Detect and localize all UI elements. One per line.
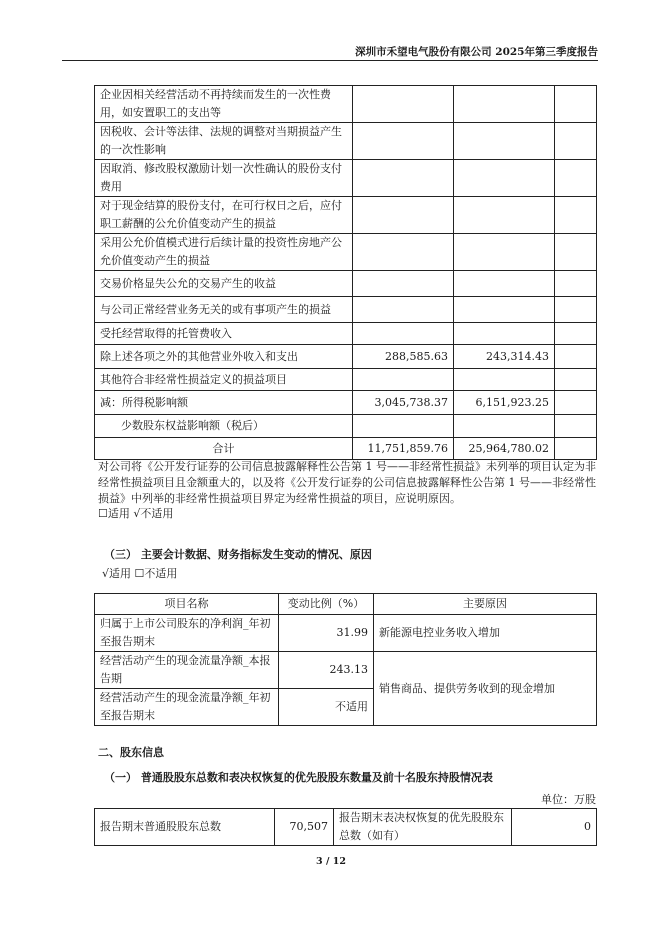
- table-row: [95, 415, 597, 438]
- page-header: 深圳市禾望电气股份有限公司 2025年第三季度报告: [355, 46, 598, 58]
- row-ytd: [454, 323, 555, 345]
- row-ytd: 243,314.43: [454, 345, 555, 369]
- nonrecurring-table: [94, 85, 597, 460]
- header-reason: 主要原因: [374, 594, 597, 615]
- row-note: [555, 160, 597, 197]
- disclosure-checkbox: ☐适用 √不适用: [98, 507, 174, 520]
- row-current: [353, 86, 454, 123]
- row-item: 除上述各项之外的其他营业外收入和支出: [95, 345, 353, 369]
- section-title: 二、股东信息: [98, 746, 164, 759]
- row-ytd: 6,151,923.25: [454, 391, 555, 415]
- row-note: [555, 345, 597, 369]
- table-row: [95, 234, 597, 271]
- row-current: [353, 160, 454, 197]
- table-row: [95, 615, 597, 652]
- table-row: [95, 323, 597, 345]
- row-reason: 新能源电控业务收入增加: [374, 615, 597, 652]
- row-reason: 销售商品、提供劳务收到的现金增加: [374, 652, 597, 726]
- row-note: [555, 234, 597, 271]
- row-item: 经营活动产生的现金流量净额_本报告期: [95, 652, 279, 689]
- row-ytd: [454, 160, 555, 197]
- row-note: [555, 297, 597, 323]
- table-row: [95, 652, 597, 689]
- row-item: 因取消、修改股权激励计划一次性确认的股份支付费用: [95, 160, 353, 197]
- table-row: [95, 391, 597, 415]
- shareholder-table: [94, 808, 597, 846]
- row-note: [555, 391, 597, 415]
- table-row: [95, 123, 597, 160]
- row-current: [353, 271, 454, 297]
- preferred-count-value: 0: [512, 809, 597, 846]
- row-current: [353, 415, 454, 438]
- row-current: [353, 234, 454, 271]
- table-header-row: [95, 594, 597, 615]
- row-item: 归属于上市公司股东的净利润_年初至报告期末: [95, 615, 279, 652]
- row-ytd: [454, 415, 555, 438]
- row-item: 因税收、会计等法律、法规的调整对当期损益产生的一次性影响: [95, 123, 353, 160]
- row-item: 与公司正常经营业务无关的或有事项产生的损益: [95, 297, 353, 323]
- row-current: 11,751,859.76: [353, 438, 454, 460]
- row-note: [555, 415, 597, 438]
- row-ytd: 25,964,780.02: [454, 438, 555, 460]
- shareholder-count-label: 报告期末普通股股东总数: [95, 809, 275, 846]
- row-current: [353, 197, 454, 234]
- table-row: [95, 345, 597, 369]
- row-item: 其他符合非经常性损益定义的损益项目: [95, 369, 353, 391]
- row-note: [555, 123, 597, 160]
- row-current: [353, 323, 454, 345]
- row-item: 采用公允价值模式进行后续计量的投资性房地产公允价值变动产生的损益: [95, 234, 353, 271]
- row-ratio: 不适用: [279, 689, 374, 726]
- row-note: [555, 369, 597, 391]
- preferred-count-label: 报告期末表决权恢复的优先股股东总数（如有）: [334, 809, 512, 846]
- row-ytd: [454, 234, 555, 271]
- row-ratio: 243.13: [279, 652, 374, 689]
- section-title: （三） 主要会计数据、财务指标发生变动的情况、原因: [104, 548, 372, 561]
- row-item: 合计: [95, 438, 353, 460]
- row-item: 减：所得税影响额: [95, 391, 353, 415]
- row-note: [555, 438, 597, 460]
- header-rule: [62, 60, 598, 61]
- row-ratio: 31.99: [279, 615, 374, 652]
- row-current: [353, 297, 454, 323]
- header-ratio: 变动比例（%）: [279, 594, 374, 615]
- page-number: 3 / 12: [316, 856, 346, 867]
- section-checkbox: √适用 ☐不适用: [102, 567, 178, 580]
- section-subtitle: （一） 普通股股东总数和表决权恢复的优先股股东数量及前十名股东持股情况表: [104, 771, 493, 784]
- row-item: 交易价格显失公允的交易产生的收益: [95, 271, 353, 297]
- table-row: [95, 297, 597, 323]
- row-ytd: [454, 86, 555, 123]
- row-item: 经营活动产生的现金流量净额_年初至报告期末: [95, 689, 279, 726]
- row-ytd: [454, 123, 555, 160]
- row-item: 企业因相关经营活动不再持续而发生的一次性费用，如安置职工的支出等: [95, 86, 353, 123]
- table-row: [95, 369, 597, 391]
- table-row: [95, 271, 597, 297]
- shareholder-count-value: 70,507: [275, 809, 334, 846]
- table-row: [95, 809, 597, 846]
- table-row-total: [95, 438, 597, 460]
- row-current: 288,585.63: [353, 345, 454, 369]
- row-item: 对于现金结算的股份支付，在可行权日之后，应付职工薪酬的公允价值变动产生的损益: [95, 197, 353, 234]
- table-row: [95, 160, 597, 197]
- row-ytd: [454, 271, 555, 297]
- row-current: [353, 369, 454, 391]
- row-note: [555, 197, 597, 234]
- unit-label: 单位：万股: [541, 793, 596, 806]
- table-row: [95, 197, 597, 234]
- row-ytd: [454, 297, 555, 323]
- row-item: 受托经营取得的托管费收入: [95, 323, 353, 345]
- row-ytd: [454, 369, 555, 391]
- disclosure-paragraph: 对公司将《公开发行证券的公司信息披露解释性公告第 1 号——非经常性损益》未列举的项目认定为非经常性损益项目且金额重大的，以及将《公开发行证券的公司信息披露解释性公告第 1 号——非经常性损益》中列举的非经常性损益项目界定为经常性损益的项目，应说明原因。: [98, 460, 596, 505]
- row-current: 3,045,738.37: [353, 391, 454, 415]
- row-current: [353, 123, 454, 160]
- row-note: [555, 271, 597, 297]
- row-note: [555, 323, 597, 345]
- changes-table: [94, 593, 597, 726]
- row-ytd: [454, 197, 555, 234]
- row-item: 少数股东权益影响额（税后）: [95, 415, 353, 438]
- row-note: [555, 86, 597, 123]
- header-item: 项目名称: [95, 594, 279, 615]
- table-row: [95, 86, 597, 123]
